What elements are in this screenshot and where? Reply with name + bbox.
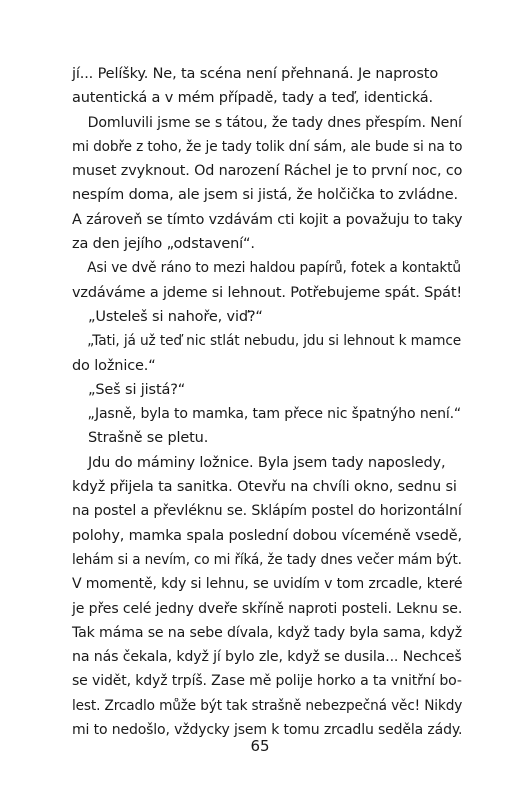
text-line: do ložnice.“ xyxy=(72,357,156,374)
text-line: polohy, mamka spala poslední dobou víceméně vsedě, xyxy=(72,527,463,544)
text-line: vzdáváme a jdeme si lehnout. Potřebujeme spát. Spát! xyxy=(72,284,463,301)
text-line: lehám si a nevím, co mi říká, že tady dnes večer mám být. xyxy=(72,551,462,568)
text-line: jí... Pelíšky. Ne, ta scéna není přehnaná. Je naprosto xyxy=(72,66,439,82)
text-line: V momentě, kdy si lehnu, se uvidím v tom zrcadle, které xyxy=(72,576,463,593)
text-line: „Usteleš si nahoře, viď?“ xyxy=(88,308,263,325)
text-line: „Tati, já už teď nic stlát nebudu, jdu si lehnout k mamce xyxy=(87,333,462,350)
text-line: autentická a v mém případě, tady a teď, identická. xyxy=(72,90,433,107)
text-line: Domluvili jsme se s tátou, že tady dnes přespím. Není xyxy=(87,114,462,131)
text-line: A zároveň se tímto vzdávám cti kojit a považuju to taky xyxy=(72,211,463,228)
text-line: na postel a převléknu se. Sklápím postel do horizontální xyxy=(72,503,462,520)
text-line: mi dobře z toho, že je tady tolik dní sám, ale bude si na to xyxy=(72,138,463,155)
text-line: nespím doma, ale jsem si jistá, že holčička to zvládne. xyxy=(72,187,458,204)
text-line: „Jasně, byla to mamka, tam přece nic špatnýho není.“ xyxy=(87,406,462,423)
text-line: když přijela ta sanitka. Otevřu na chvíli okno, sednu si xyxy=(72,479,457,496)
text-line: Strašně se pletu. xyxy=(88,430,209,447)
text-line: „Seš si jistá?“ xyxy=(88,381,186,398)
text-line: Tak máma se na sebe dívala, když tady byla sama, když xyxy=(72,624,462,641)
body-text xyxy=(72,62,462,742)
text-line: lest. Zrcadlo může být tak strašně nebezpečná věc! Nikdy xyxy=(72,697,463,714)
text-line: se vidět, když trpíš. Zase mě polije horko a ta vnitřní bo- xyxy=(72,673,462,690)
text-line: muset zvyknout. Od narození Ráchel je to první noc, co xyxy=(72,163,463,180)
text-line: za den jejího „odstavení“. xyxy=(72,236,255,253)
text-line: Asi ve dvě ráno to mezi haldou papírů, fotek a kontaktů xyxy=(87,260,461,277)
text-line: Jdu do máminy ložnice. Byla jsem tady naposledy, xyxy=(88,454,446,471)
text-line: mi to nedošlo, vždycky jsem k tomu zrcadlu seděla zády. xyxy=(72,722,463,739)
text-line: na nás čekala, když jí bylo zle, když se dusila... Nechceš xyxy=(72,649,462,666)
text-line: je přes celé jedny dveře skříně naproti posteli. Leknu se. xyxy=(72,600,463,617)
page-number: 65 xyxy=(250,737,270,755)
